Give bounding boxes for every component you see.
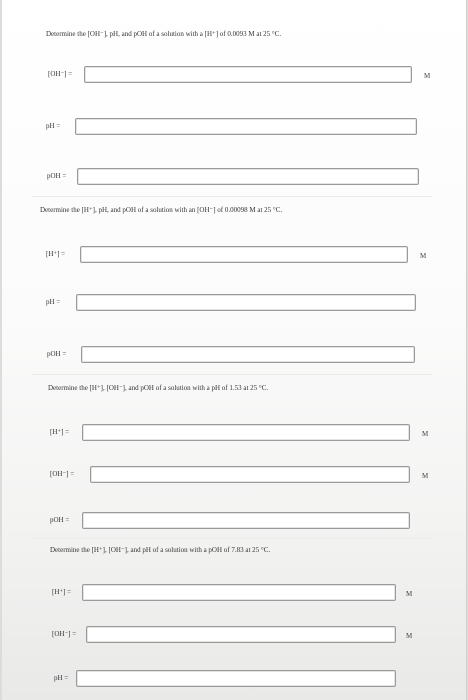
question-1-prompt: Determine the [OH⁻], pH, and pOH of a solution with a [H⁺] of 0.0093 M at 25 °C. [46,30,282,38]
q2-poh-label: pOH = [47,350,67,358]
q2-poh-input[interactable] [81,346,415,363]
q3-h-input[interactable] [82,424,410,441]
q4-h-input[interactable] [82,584,396,601]
question-2-prompt: Determine the [H⁺], pH, and pOH of a solution with an [OH⁻] of 0.00098 M at 25 °C. [40,206,283,214]
q3-h-unit: M [422,430,429,438]
q1-poh-label: pOH = [47,172,67,180]
q1-ph-label: pH = [46,122,61,130]
q4-ph-label: pH = [54,674,69,682]
q2-ph-label: pH = [46,298,61,306]
q3-oh-input[interactable] [90,466,410,483]
q4-h-label: [H⁺] = [52,588,72,596]
q2-h-input[interactable] [80,246,408,263]
q3-oh-label: [OH⁻] = [50,470,75,478]
divider [32,196,432,197]
q2-ph-input[interactable] [76,294,416,311]
q3-h-label: [H⁺] = [50,428,70,436]
q4-oh-label: [OH⁻] = [52,630,77,638]
divider [32,374,432,375]
q4-oh-unit: M [406,632,413,640]
divider [32,538,432,539]
q1-oh-label: [OH⁻] = [48,70,73,78]
q4-oh-input[interactable] [86,626,396,643]
q3-poh-input[interactable] [82,512,410,529]
question-4-prompt: Determine the [H⁺], [OH⁻], and pH of a solution with a pOH of 7.83 at 25 °C. [50,546,271,554]
worksheet-page [2,0,467,700]
q2-h-label: [H⁺] = [46,250,66,258]
q3-oh-unit: M [422,472,429,480]
q4-ph-input[interactable] [76,670,396,687]
q1-oh-input[interactable] [84,66,412,83]
q1-poh-input[interactable] [77,168,419,185]
q1-oh-unit: M [424,72,431,80]
q3-poh-label: pOH = [50,516,70,524]
question-3-prompt: Determine the [H⁺], [OH⁻], and pOH of a solution with a pH of 1.53 at 25 °C. [48,384,269,392]
q4-h-unit: M [406,590,413,598]
q2-h-unit: M [420,252,427,260]
q1-ph-input[interactable] [75,118,417,135]
